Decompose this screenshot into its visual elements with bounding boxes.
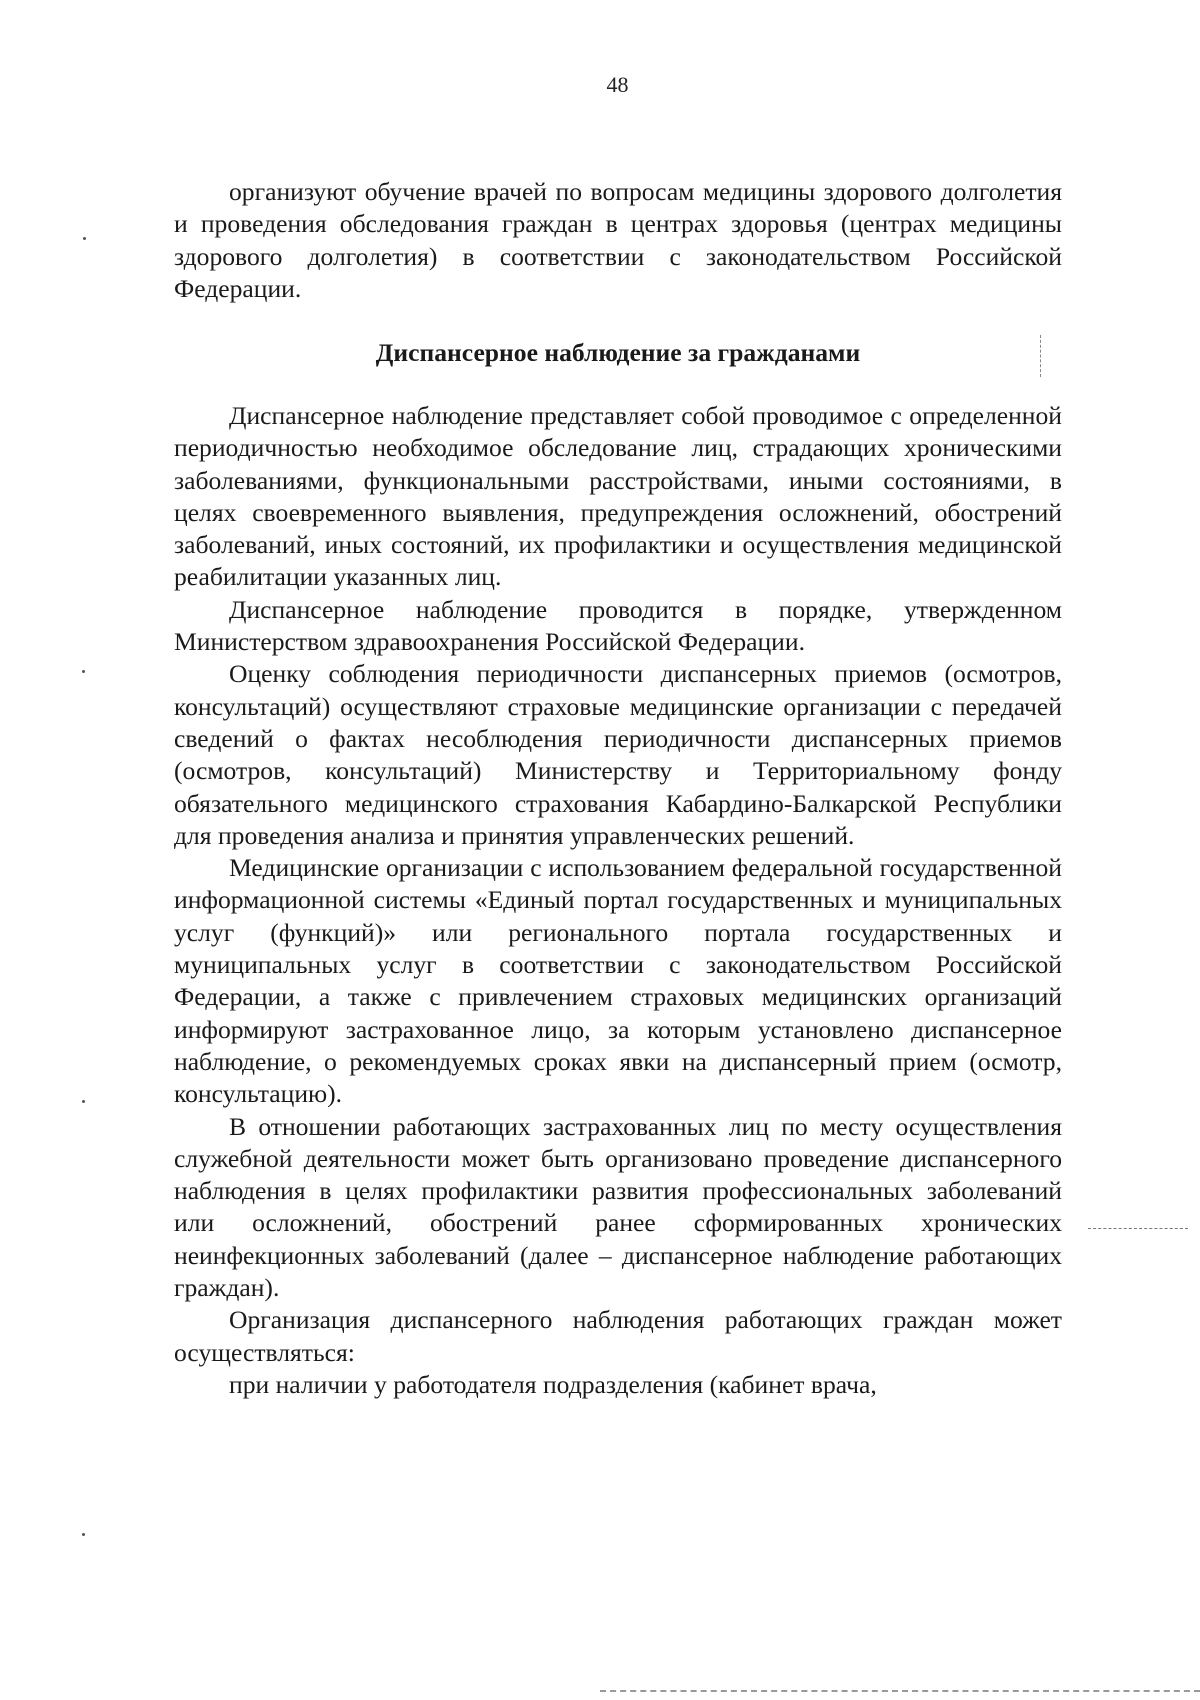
paragraph-assessment: Оценку соблюдения периодичности диспансерных приемов (осмотров, консультаций) осуществляют страховые медицинские организации с передачей сведений о фактах несоблюдения периодичности диспансерных приемов (осмотров, консультаций) Министерству и Территориальному фонду обязательного медицинского страхования Кабардино-Балкарской Республики для проведения анализа и принятия управленческих решений.: [174, 659, 1062, 850]
scan-speck: [82, 670, 85, 673]
paragraph-organization: Организация диспансерного наблюдения работающих граждан может осуществляться:: [174, 1305, 1062, 1367]
paragraph-working-persons: В отношении работающих застрахованных лиц по месту осуществления служебной деятельности может быть организовано проведение диспансерного наблюдения в целях профилактики развития профессиональных заболеваний или осложнений, обострений ранее сформированных хронических неинфекционных заболеваний (далее – диспансерное наблюдение работающих граждан).: [174, 1111, 1062, 1303]
scan-mark: [1040, 335, 1041, 377]
paragraph-employer-unit: при наличии у работодателя подразделения (кабинет врача,: [229, 1369, 877, 1399]
page-number: 48: [606, 72, 629, 97]
paragraph-procedure: Диспансерное наблюдение проводится в порядке, утвержденном Министерством здравоохранения Российской Федерации.: [174, 594, 1062, 657]
section-heading: Диспансерное наблюдение за гражданами: [375, 338, 861, 367]
scan-speck: [83, 237, 86, 240]
paragraph-informing: Медицинские организации с использованием федеральной государственной информационной системы «Единый портал государственных и муниципальных услуг (функций)» или регионального портала государственных и муниципальных услуг в соответствии с законодательством Российской Федерации, а также с привлечением страховых медицинских организаций информируют застрахованное лицо, за которым установлено диспансерное наблюдение, о рекомендуемых сроках явки на диспансерный прием (осмотр, консультацию).: [174, 853, 1062, 1109]
scan-mark: [1088, 1228, 1188, 1229]
main-text-block: [174, 400, 1062, 1401]
paragraph-definition: Диспансерное наблюдение представляет собой проводимое с определенной периодичностью необходимое обследование лиц, страдающих хроническими заболеваниями, функциональными расстройствами, иными состояниями, в целях своевременного выявления, предупреждения осложнений, обострений заболеваний, иных состояний, их профилактики и осуществления медицинской реабилитации указанных лиц.: [174, 401, 1062, 592]
intro-paragraph: организуют обучение врачей по вопросам медицины здорового долголетия и проведения обследования граждан в центрах здоровья (центрах медицины здорового долголетия) в соответствии с законодательством Российской Федерации.: [174, 177, 1062, 303]
scan-edge: [600, 1690, 1200, 1692]
intro-block: [174, 176, 1062, 305]
scan-speck: [82, 1533, 85, 1536]
scan-speck: [82, 1100, 85, 1103]
